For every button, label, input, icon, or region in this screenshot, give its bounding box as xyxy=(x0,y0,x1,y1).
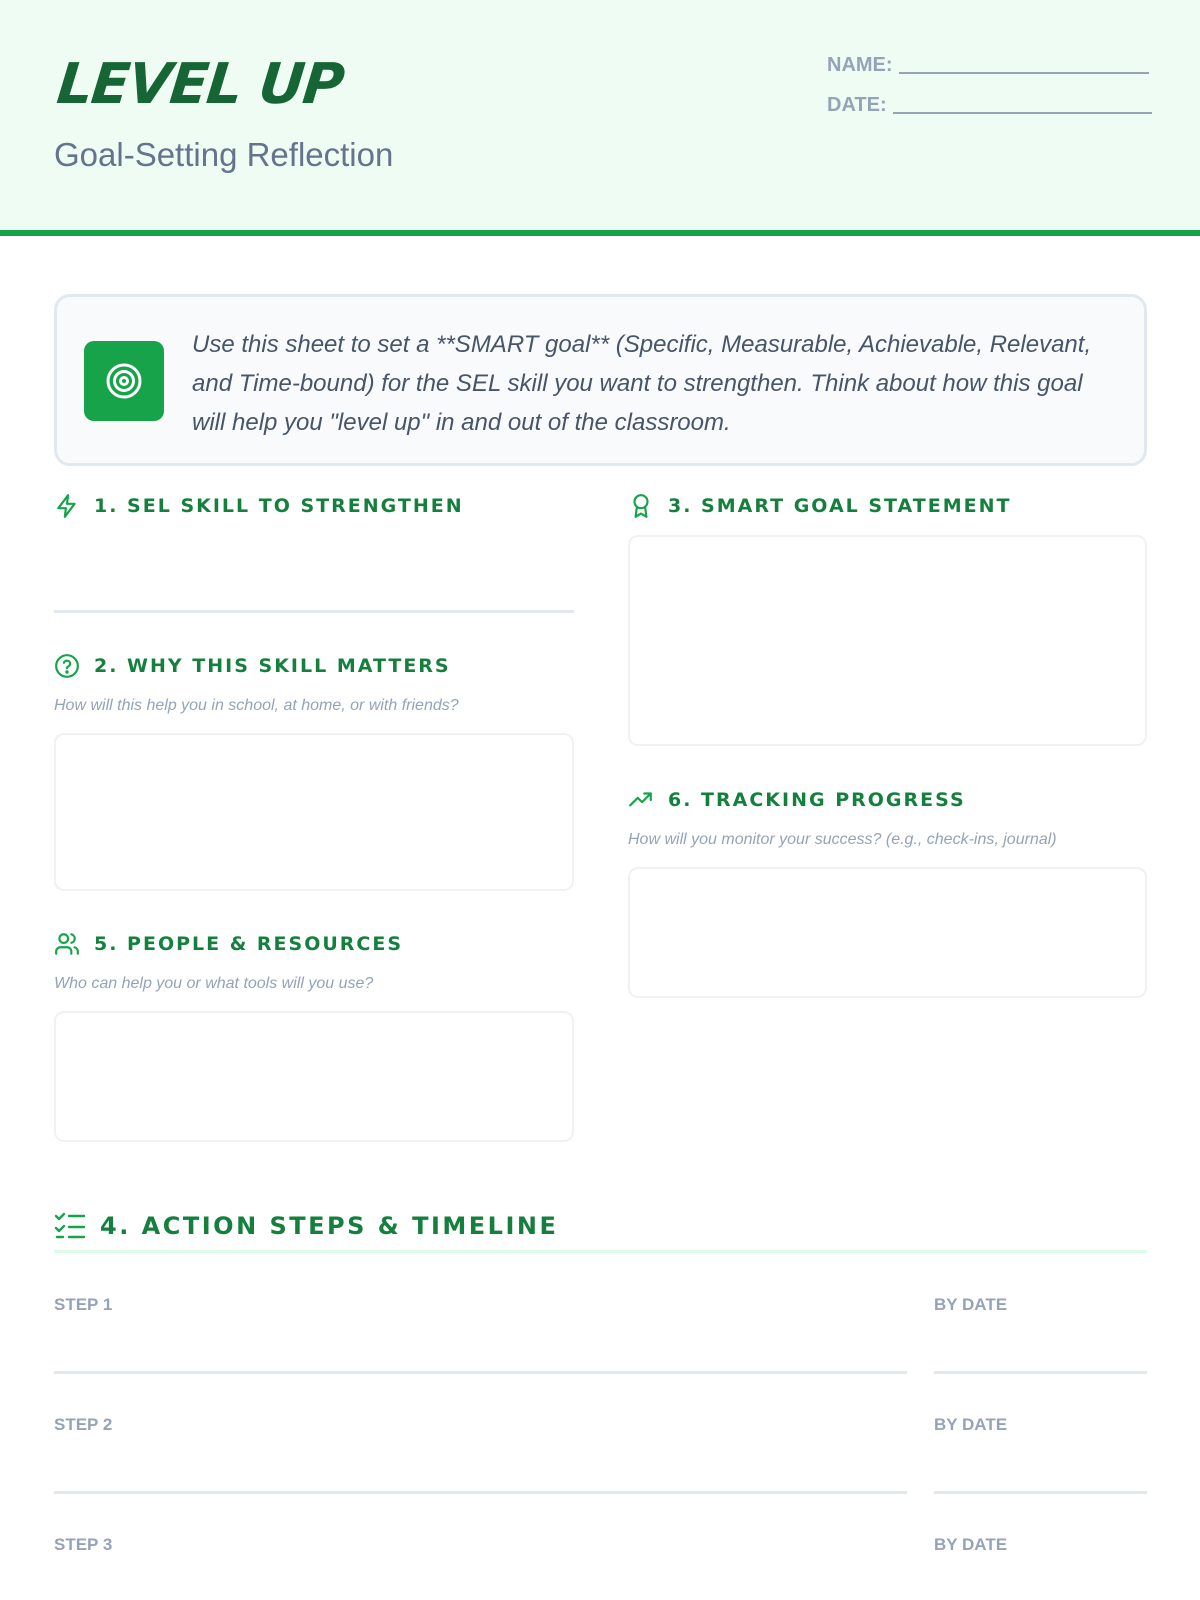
smart-goal-answer-box[interactable] xyxy=(628,535,1147,746)
date-field[interactable] xyxy=(827,94,1152,117)
step-1-label: STEP 1 xyxy=(54,1295,113,1314)
date-label: DATE: xyxy=(827,94,887,116)
section-6-hint: How will you monitor your success? (e.g., check-ins, journal) xyxy=(628,831,1057,848)
step-2-date-line[interactable] xyxy=(934,1491,1147,1494)
page-subtitle: Goal-Setting Reflection xyxy=(54,136,394,173)
date-line[interactable] xyxy=(893,112,1152,114)
section-5-hint: Who can help you or what tools will you use? xyxy=(54,975,374,992)
people-icon xyxy=(54,931,80,957)
section-1-heading xyxy=(54,493,464,519)
step-3-label: STEP 3 xyxy=(54,1535,113,1554)
page-title: LEVEL UP xyxy=(54,52,347,117)
section-2-hint: How will this help you in school, at home, or with friends? xyxy=(54,697,459,714)
section-4-divider xyxy=(54,1250,1147,1253)
section-6-label: 6. TRACKING PROGRESS xyxy=(668,789,966,811)
section-3-heading xyxy=(628,493,1011,519)
tracking-answer-box[interactable] xyxy=(628,867,1147,998)
header xyxy=(0,0,1200,236)
section-6-heading xyxy=(628,787,966,813)
step-3-date-label: BY DATE xyxy=(934,1535,1008,1554)
section-4-heading xyxy=(54,1211,558,1241)
lightning-icon xyxy=(54,493,80,519)
name-field[interactable] xyxy=(827,54,1149,77)
section-2-heading xyxy=(54,653,451,679)
skill-answer-line[interactable] xyxy=(54,610,574,613)
section-5-label: 5. PEOPLE & RESOURCES xyxy=(94,933,404,955)
step-1-line[interactable] xyxy=(54,1371,907,1374)
section-4-label: 4. ACTION STEPS & TIMELINE xyxy=(100,1212,559,1240)
why-answer-box[interactable] xyxy=(54,733,574,891)
step-1-date-line[interactable] xyxy=(934,1371,1147,1374)
award-icon xyxy=(628,493,654,519)
section-3-label: 3. SMART GOAL STATEMENT xyxy=(668,495,1012,517)
step-2-date-label: BY DATE xyxy=(934,1415,1008,1434)
section-2-label: 2. WHY THIS SKILL MATTERS xyxy=(94,655,451,677)
name-line[interactable] xyxy=(899,72,1149,74)
intro-callout xyxy=(54,294,1147,466)
trending-up-icon xyxy=(628,787,654,813)
step-2-line[interactable] xyxy=(54,1491,907,1494)
intro-text: Use this sheet to set a **SMART goal** (Specific, Measurable, Achievable, Relevant, and Time-bound) for the SEL skill you want to strengthen. Think about how this goal will help you "level up" in and out of the classroom. xyxy=(192,331,1092,436)
resources-answer-box[interactable] xyxy=(54,1011,574,1142)
section-1-label: 1. SEL SKILL TO STRENGTHEN xyxy=(94,495,464,517)
name-label: NAME: xyxy=(827,54,893,76)
target-icon xyxy=(84,341,164,421)
checklist-icon xyxy=(54,1211,86,1241)
section-5-heading xyxy=(54,931,403,957)
question-circle-icon xyxy=(54,653,80,679)
step-1-date-label: BY DATE xyxy=(934,1295,1008,1314)
step-2-label: STEP 2 xyxy=(54,1415,113,1434)
